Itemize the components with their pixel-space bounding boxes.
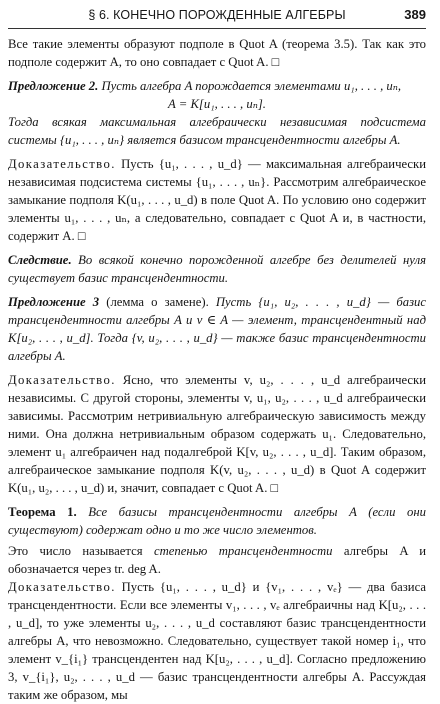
- proposition-2-text: Пусть алгебра A порождается элементами u₁, . . . , uₙ,: [101, 79, 402, 93]
- proposition-3-label: Предложение 3: [8, 295, 100, 309]
- proposition-2: [8, 77, 426, 95]
- proof-text: Ясно, что элементы v, u₂, . . . , u_d алгебраически независимы. С другой стороны, элементы v, u₁, u₂, . . . , u_d алгебраически зависимы. Рассмотрим нетривиальную алгебраическую зависимость между ними. Она должна нетривиальным образом содержать u₁. Следовательно, элемент u₁ алгебраичен над подалгеброй K[v, u₂, . . . , u_d]. Таким образом, алгебраическое замыкание подполя K(v, u₂, . . . , u_d) в Quot A содержит K(u₁, u₂, . . . , u_d) и, значит, совпадает с Quot A. □: [8, 373, 426, 495]
- paragraph-text: Тогда всякая максимальная алгебраически независимая подсистема системы {u₁, . . . , uₙ} является базисом трансцендентности алгебры A.: [8, 115, 426, 147]
- paragraph-closing-proof: [8, 35, 426, 71]
- proposition-3-text: Пусть {u₁, u₂, . . . , u_d} — базис трансцендентности алгебры A и v ∈ A — элемент, трансцендентный над K[u₂, . . . , u_d]. Тогда {v, u₂, . . . , u_d} — также базис трансцендентности алгебры A.: [8, 295, 427, 363]
- running-head: [8, 6, 426, 29]
- corollary-label: Следствие.: [8, 253, 72, 267]
- proof-text: Пусть {u₁, . . . , u_d} и {v₁, . . . , vₑ} — два базиса трансцендентности. Если все элементы v₁, . . . , vₑ алгебраичны над K[u₂, . . . , u_d], то уже элементы u₂, . . . , u_d составляют базис трансцендентности алгебры A, что невозможно. Следовательно, существует такой номер i₁, что элемент v_{i₁} трансцендентен над K[u₂, . . . , u_d]. Согласно предложению 3, v_{i₁}, u₂, . . . , u_d — базис трансцендентности алгебры A. Рассуждая таким же образом, мы: [8, 580, 426, 702]
- formula-generators: A = K[u₁, . . . , uₙ].: [168, 97, 266, 111]
- proposition-3: [8, 293, 426, 365]
- page-body: [8, 35, 426, 704]
- corollary-text: Во всякой конечно порожденной алгебре без делителей нуля существует базис трансцендентности.: [8, 253, 426, 285]
- proof-theorem-1: [8, 578, 426, 704]
- theorem-1-text: Все базисы трансцендентности алгебры A (если они существуют) содержат одно и то же число элементов.: [8, 505, 426, 537]
- proof-proposition-3: [8, 371, 426, 497]
- proposition-2-statement: [8, 113, 426, 149]
- definition-text-after: алгебры A и обозначается через tr. deg A.: [8, 544, 426, 576]
- theorem-1-label: Теорема 1.: [8, 505, 77, 519]
- proposition-2-label: Предложение 2.: [8, 79, 99, 93]
- degree-definition: [8, 542, 426, 578]
- proof-label: Доказательство.: [8, 157, 116, 171]
- corollary: [8, 251, 426, 287]
- paragraph-text: Все такие элементы образуют подполе в Quot A (теорема 3.5). Так как это подполе содержит A, то оно совпадает с Quot A. □: [8, 37, 426, 69]
- page-number: 389: [404, 7, 426, 22]
- proof-text: Пусть {u₁, . . . , u_d} — максимальная алгебраически независимая подсистема системы {u₁, . . . , uₙ}. Рассмотрим алгебраическое замыкание подполя K(u₁, . . . , u_d) в поле Quot A. По условию оно содержит элементы u₁, . . . , uₙ, а следовательно, совпадает с Quot A и, в частности, содержит A. □: [8, 157, 426, 243]
- proof-label: Доказательство.: [8, 580, 116, 594]
- definition-text-before: Это число называется: [8, 544, 143, 558]
- proof-label: Доказательство.: [8, 373, 116, 387]
- theorem-1: [8, 503, 426, 539]
- definition-term: степенью трансцендентности: [153, 544, 333, 558]
- proof-proposition-2: [8, 155, 426, 245]
- running-head-title: § 6. КОНЕЧНО ПОРОЖДЕННЫЕ АЛГЕБРЫ: [88, 8, 346, 22]
- proposition-3-note: (лемма о замене).: [106, 295, 209, 309]
